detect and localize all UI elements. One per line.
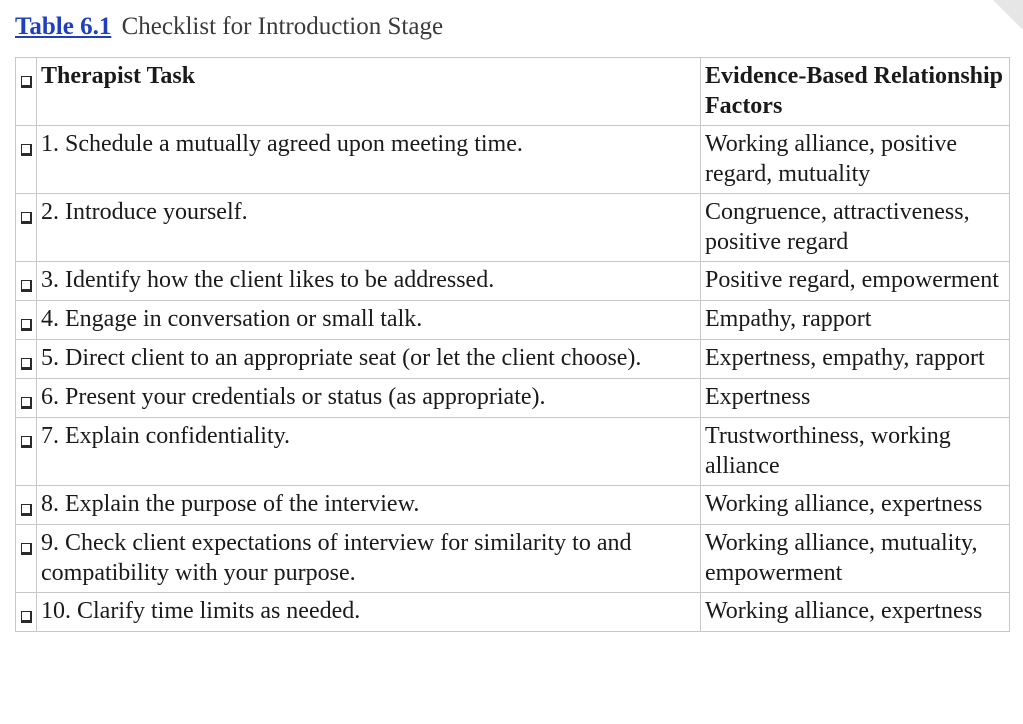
factors-cell: Positive regard, empowerment [701, 262, 1010, 301]
checkbox-cell [16, 301, 37, 340]
table-row [16, 194, 1010, 262]
task-cell: 8. Explain the purpose of the interview. [37, 486, 701, 525]
table-caption-title: Checklist for Introduction Stage [121, 13, 444, 40]
table-row [16, 262, 1010, 301]
header-therapist-task: Therapist Task [37, 58, 701, 126]
table-row [16, 301, 1010, 340]
checkbox-cell [16, 58, 37, 126]
checkbox-icon[interactable] [21, 144, 32, 156]
checkbox-cell [16, 340, 37, 379]
task-cell: 4. Engage in conversation or small talk. [37, 301, 701, 340]
checkbox-icon[interactable] [21, 76, 32, 88]
checkbox-icon[interactable] [21, 397, 32, 409]
checkbox-cell [16, 126, 37, 194]
task-cell: 6. Present your credentials or status (as appropriate). [37, 379, 701, 418]
checkbox-icon[interactable] [21, 212, 32, 224]
table-row [16, 379, 1010, 418]
table-row [16, 525, 1010, 593]
table-row [16, 340, 1010, 379]
factors-cell: Working alliance, positive regard, mutuality [701, 126, 1010, 194]
task-cell: 9. Check client expectations of interview for similarity to and compatibility with your purpose. [37, 525, 701, 593]
task-cell: 10. Clarify time limits as needed. [37, 593, 701, 632]
checkbox-cell [16, 525, 37, 593]
factors-cell: Expertness [701, 379, 1010, 418]
checkbox-cell [16, 486, 37, 525]
checkbox-cell [16, 593, 37, 632]
checkbox-cell [16, 418, 37, 486]
checkbox-cell [16, 262, 37, 301]
factors-cell: Expertness, empathy, rapport [701, 340, 1010, 379]
task-cell: 3. Identify how the client likes to be addressed. [37, 262, 701, 301]
task-cell: 7. Explain confidentiality. [37, 418, 701, 486]
checkbox-icon[interactable] [21, 436, 32, 448]
task-cell: 1. Schedule a mutually agreed upon meeting time. [37, 126, 701, 194]
checkbox-icon[interactable] [21, 358, 32, 370]
table-row [16, 126, 1010, 194]
factors-cell: Working alliance, mutuality, empowerment [701, 525, 1010, 593]
factors-cell: Empathy, rapport [701, 301, 1010, 340]
header-relationship-factors: Evidence-Based Relationship Factors [701, 58, 1010, 126]
factors-cell: Congruence, attractiveness, positive regard [701, 194, 1010, 262]
table-row [16, 593, 1010, 632]
page-corner-fold [993, 0, 1023, 30]
factors-cell: Working alliance, expertness [701, 486, 1010, 525]
checkbox-icon[interactable] [21, 280, 32, 292]
checkbox-icon[interactable] [21, 504, 32, 516]
table-row [16, 486, 1010, 525]
checkbox-icon[interactable] [21, 319, 32, 331]
task-cell: 2. Introduce yourself. [37, 194, 701, 262]
task-cell: 5. Direct client to an appropriate seat (or let the client choose). [37, 340, 701, 379]
table-row [16, 418, 1010, 486]
checklist-table [15, 57, 1010, 632]
checkbox-cell [16, 379, 37, 418]
factors-cell: Trustworthiness, working alliance [701, 418, 1010, 486]
factors-cell: Working alliance, expertness [701, 593, 1010, 632]
checkbox-icon[interactable] [21, 543, 32, 555]
checkbox-cell [16, 194, 37, 262]
checkbox-icon[interactable] [21, 611, 32, 623]
table-number-link[interactable]: Table 6.1 [15, 13, 112, 40]
table-header-row [16, 58, 1010, 126]
table-caption [15, 10, 443, 44]
